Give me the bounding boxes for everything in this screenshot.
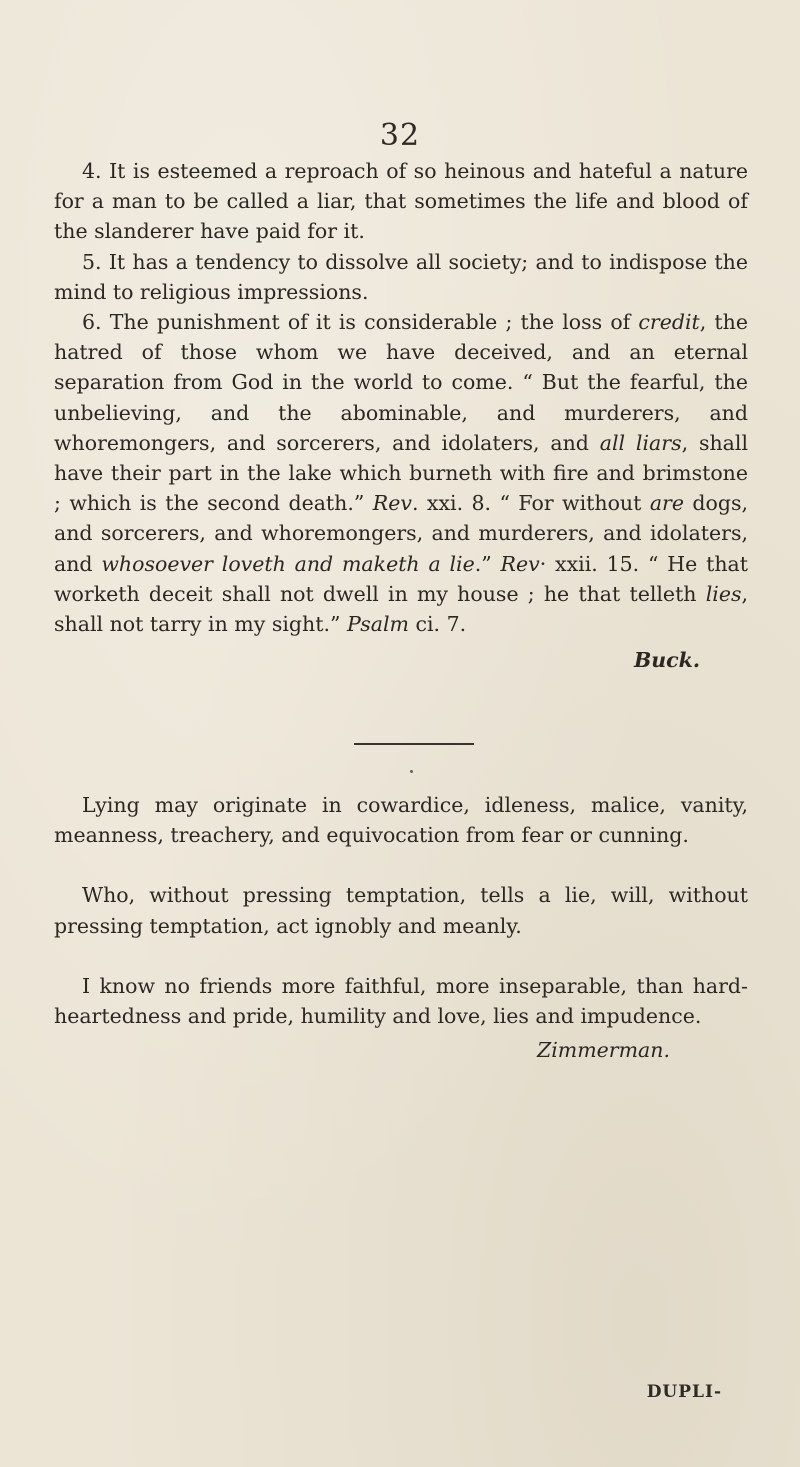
spacer	[54, 941, 748, 971]
paragraph-4: 4. It is esteemed a reproach of so heinous and hateful a nature for a man to be called a liar, that sometimes the life and blood of the slanderer have paid for it.	[54, 159, 748, 244]
paragraph-6	[54, 307, 748, 639]
paragraph-5: 5. It has a tendency to dissolve all society; and to indispose the mind to religious impressions.	[54, 249, 748, 304]
italic-run: Psalm	[347, 612, 409, 637]
italic-run: lies	[705, 581, 742, 606]
text-run: .”	[474, 551, 501, 576]
italic-run: Rev	[500, 551, 540, 576]
signature-buck: Buck.	[633, 648, 700, 673]
catchword: DUPLI-	[646, 1382, 722, 1402]
section-divider	[354, 743, 474, 745]
italic-run: all liars	[599, 430, 682, 455]
text-run: · xxii. 15. “ He that worketh deceit shall not dwell in my house ; he that telleth	[54, 551, 749, 606]
section-buck	[54, 156, 748, 675]
text-run: 6. The punishment of it is considerable ; the loss of	[82, 310, 639, 335]
italic-run: are	[649, 491, 684, 516]
signature-zimmerman: Zimmerman.	[537, 1038, 670, 1063]
italic-run: credit	[638, 310, 700, 335]
section-zimmerman	[54, 790, 748, 1065]
italic-run: Rev	[372, 491, 412, 516]
text-run: ci. 7.	[408, 612, 467, 637]
divider-dot	[410, 770, 413, 773]
italic-run: whosoever loveth and maketh a lie	[101, 551, 475, 576]
text-run: , shall have their part in the lake which burneth with fire and brimstone ; which is the second death.”	[54, 430, 748, 516]
text-run: , shall not tarry in my sight.”	[54, 581, 748, 637]
paragraph-lying: Lying may originate in cowardice, idleness, malice, vanity, meanness, treachery, and equivocation from fear or cunning.	[54, 793, 748, 848]
paragraph-friends: I know no friends more faithful, more inseparable, than hard-heartedness and pride, humility and love, lies and impudence.	[54, 973, 748, 1029]
text-run: , the hatred of those whom we have deceived, and an eternal separation from God in the world to come. “ But the fearful, the unbelieving, and the abominable, and murderers, and whoremongers, and sorcerers, and idolaters, and	[54, 310, 749, 455]
text-run: . xxi. 8. “ For without	[411, 491, 650, 516]
text-run: dogs, and sorcerers, and whoremongers, and murderers, and idolaters, and	[54, 491, 749, 576]
paragraph-who: Who, without pressing temptation, tells a lie, will, without pressing temptation, act ignobly and meanly.	[54, 883, 748, 938]
spacer	[54, 850, 748, 880]
page-number: 32	[379, 118, 421, 153]
